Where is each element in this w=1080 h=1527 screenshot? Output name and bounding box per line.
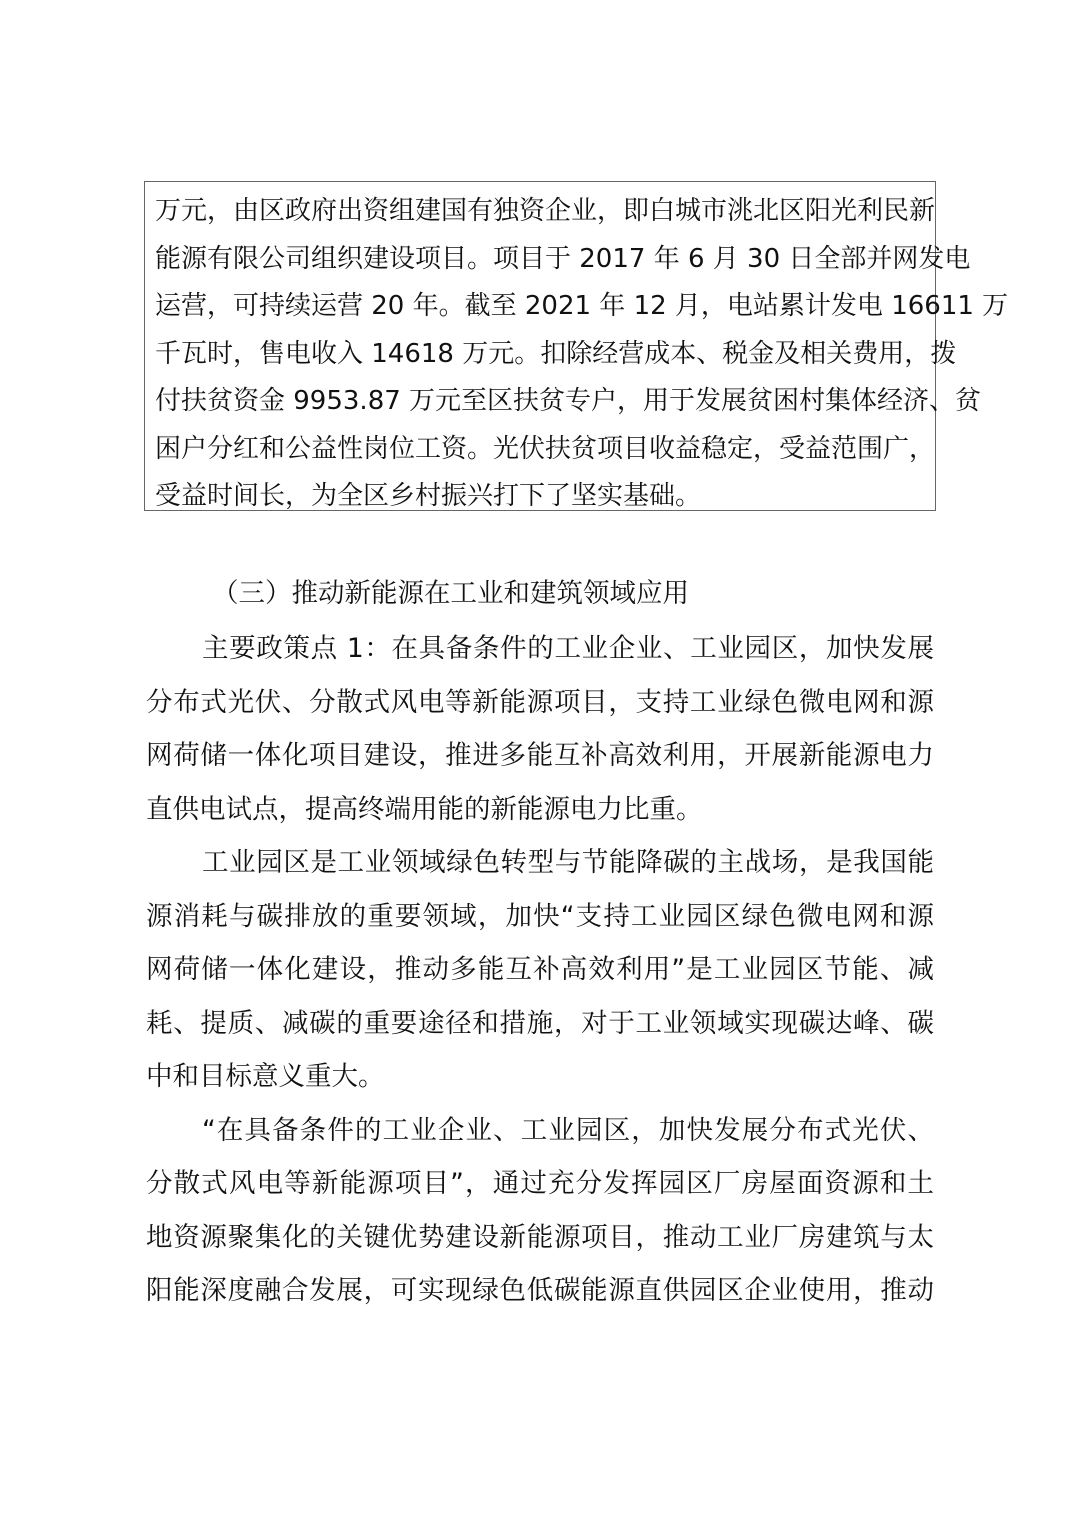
text-line: 地资源聚集化的关键优势建设新能源项目，推动工业厂房建筑与太 (146, 1221, 934, 1253)
box-text-line: 运营，可持续运营 20 年。截至 2021 年 12 月，电站累计发电 16611 万 (155, 291, 1009, 321)
body-text (146, 622, 934, 1318)
text-line: 主要政策点 1：在具备条件的工业企业、工业园区，加快发展 (202, 633, 934, 664)
box-text-line: 受益时间长，为全区乡村振兴打下了坚实基础。 (155, 481, 702, 511)
text-line: 网荷储一体化项目建设，推进多能互补高效利用，开展新能源电力 (146, 740, 934, 771)
section-heading: （三）推动新能源在工业和建筑领域应用 (212, 578, 689, 609)
text-line: 直供电试点，提高终端用能的新能源电力比重。 (146, 793, 703, 825)
paragraph-policy-point (146, 622, 934, 836)
text-line: 源消耗与碳排放的重要领域，加快“支持工业园区绿色微电网和源 (146, 900, 934, 932)
text-line: 阳能深度融合发展，可实现绿色低碳能源直供园区企业使用，推动 (146, 1275, 934, 1306)
text-line: 分布式光伏、分散式风电等新能源项目，支持工业绿色微电网和源 (146, 686, 934, 718)
text-line: 耗、提质、减碳的重要途径和措施，对于工业领域实现碳达峰、碳 (146, 1007, 934, 1039)
text-line: “在具备条件的工业企业、工业园区，加快发展分布式光伏、 (202, 1114, 934, 1146)
paragraph-distributed-pv (146, 1104, 934, 1318)
box-text-line: 困户分红和公益性岗位工资。光伏扶贫项目收益稳定，受益范围广， (155, 433, 936, 464)
text-line: 中和目标意义重大。 (146, 1061, 385, 1092)
text-line: 分散式风电等新能源项目”，通过充分发挥园区厂房屋面资源和土 (146, 1168, 934, 1199)
text-line: 工业园区是工业领域绿色转型与节能降碳的主战场，是我国能 (202, 847, 934, 878)
box-text-line: 能源有限公司组织建设项目。项目于 2017 年 6 月 30 日全部并网发电 (155, 243, 971, 274)
box-text-line: 付扶贫资金 9953.87 万元至区扶贫专户，用于发展贫困村集体经济、贫 (155, 386, 982, 416)
text-line: 网荷储一体化建设，推动多能互补高效利用”是工业园区节能、减 (146, 954, 934, 985)
box-text-line: 千瓦时，售电收入 14618 万元。扣除经营成本、税金及相关费用，拨 (155, 338, 957, 369)
paragraph-industrial-parks (146, 836, 934, 1104)
box-text-line: 万元，由区政府出资组建国有独资企业，即白城市洮北区阳光利民新 (155, 196, 936, 226)
case-study-box (144, 181, 1009, 511)
